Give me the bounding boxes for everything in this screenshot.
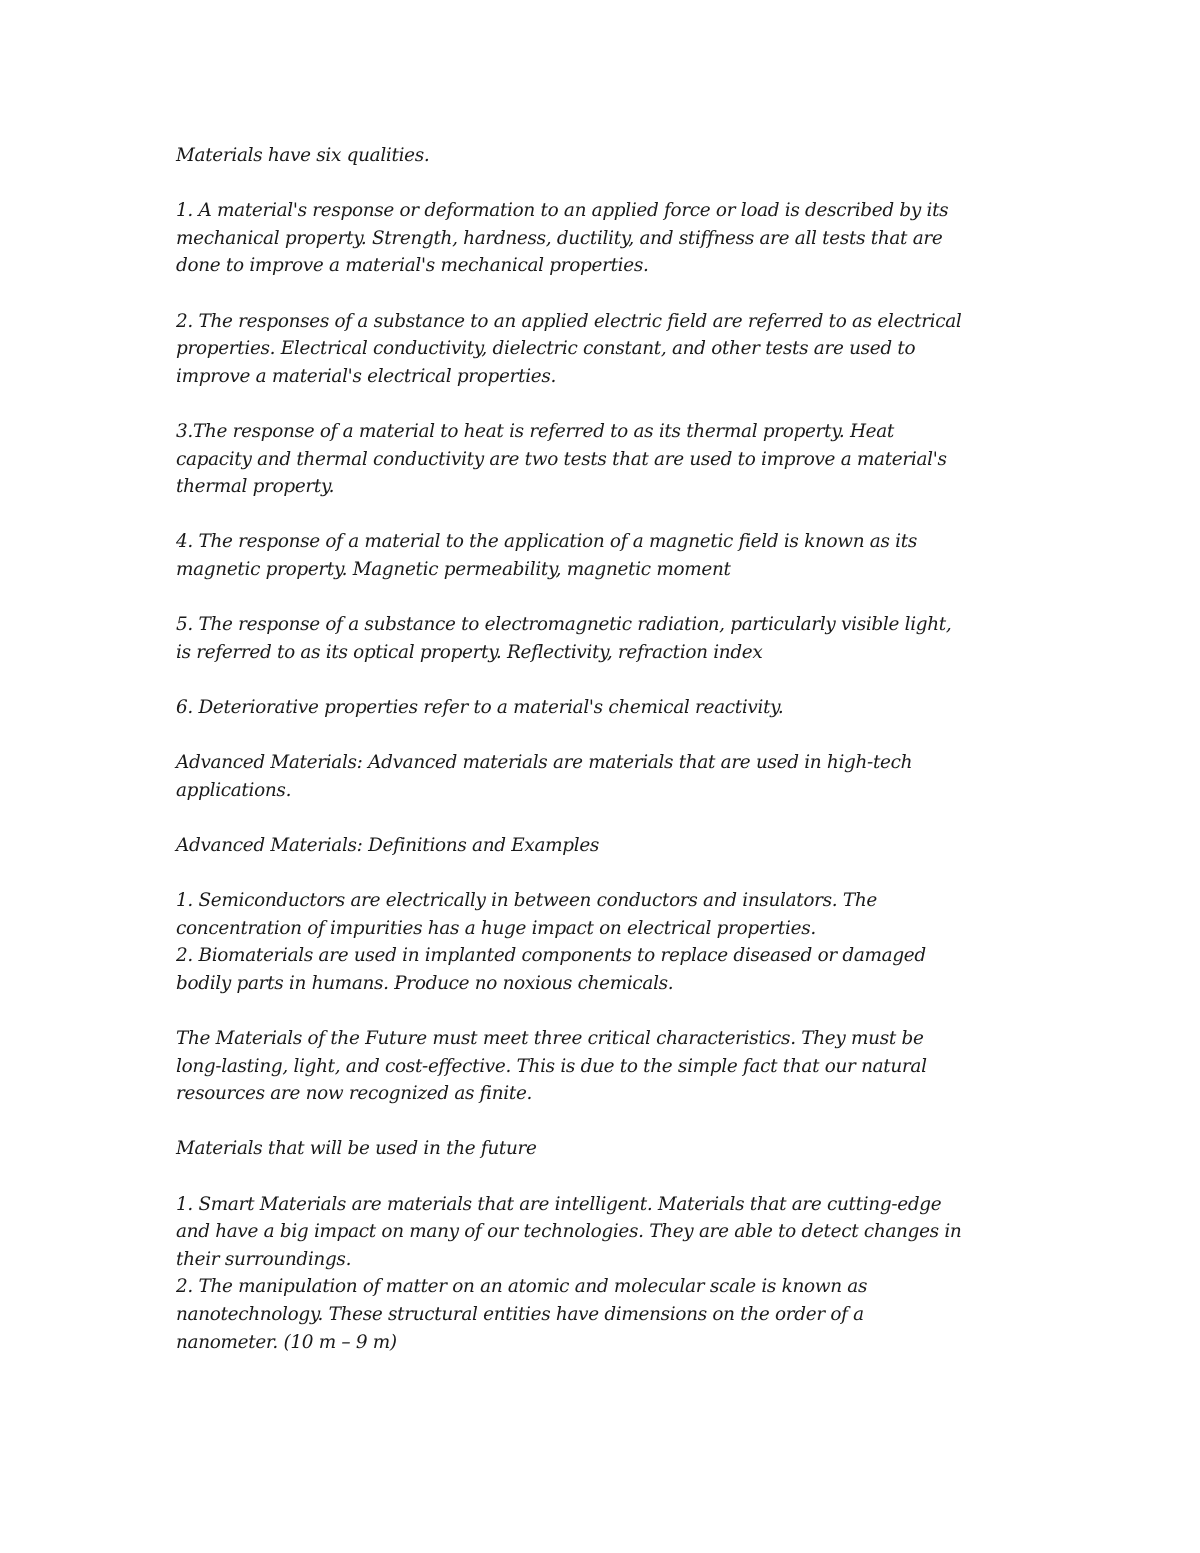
future-materials-paragraph [176, 1025, 1036, 1108]
text-line: resources are now recognized as finite. [176, 1083, 533, 1105]
text-line: long-lasting, light, and cost-effective. This is due to the simple fact that our natural [176, 1055, 927, 1077]
text-line: concentration of impurities has a huge impact on electrical properties. [176, 917, 816, 939]
future-examples-paragraph [176, 1191, 1036, 1357]
text-line: Materials have six qualities. [176, 145, 430, 166]
text-line: and have a big impact on many of our technologies. They are able to detect changes in [176, 1221, 962, 1243]
text-line: 1. Semiconductors are electrically in between conductors and insulators. The [176, 890, 877, 912]
electrical-property-paragraph [176, 308, 1036, 391]
text-line: bodily parts in humans. Produce no noxious chemicals. [176, 972, 674, 994]
document-page [176, 142, 1036, 1356]
text-line: 5. The response of a substance to electromagnetic radiation, particularly visible light, [176, 614, 952, 636]
magnetic-property-paragraph [176, 528, 1036, 583]
mechanical-property-paragraph [176, 197, 1036, 280]
text-line: 1. Smart Materials are materials that are intelligent. Materials that are cutting-edge [176, 1193, 942, 1215]
text-line: done to improve a material's mechanical properties. [176, 255, 649, 277]
future-materials-heading [176, 1135, 1036, 1163]
text-line: thermal property. [176, 476, 335, 498]
examples-paragraph [176, 887, 1036, 997]
text-line: 2. The manipulation of matter on an atomic and molecular scale is known as [176, 1276, 868, 1298]
text-line: nanotechnology. These structural entities have dimensions on the order of a [176, 1303, 864, 1325]
intro-paragraph [176, 142, 1036, 170]
text-line: properties. Electrical conductivity, dielectric constant, and other tests are used to [176, 338, 916, 360]
definitions-heading [176, 832, 1036, 860]
text-line: 3.The response of a material to heat is referred to as its thermal property. Heat [176, 420, 895, 442]
text-line: their surroundings. [176, 1248, 352, 1270]
text-line: 2. Biomaterials are used in implanted components to replace diseased or damaged [176, 945, 926, 967]
text-line: 4. The response of a material to the application of a magnetic field is known as its [176, 531, 917, 553]
text-line: capacity and thermal conductivity are two tests that are used to improve a material's [176, 448, 947, 470]
text-line: The Materials of the Future must meet three critical characteristics. They must be [176, 1028, 924, 1049]
text-line: Materials that will be used in the future [176, 1138, 537, 1160]
thermal-property-paragraph [176, 418, 1036, 501]
text-line: 2. The responses of a substance to an applied electric field are referred to as electrical [176, 310, 962, 332]
optical-property-paragraph [176, 611, 1036, 666]
text-line: applications. [176, 779, 292, 801]
advanced-materials-paragraph [176, 749, 1036, 804]
text-line: mechanical property. Strength, hardness, ductility, and stiffness are all tests that are [176, 227, 943, 249]
text-line: magnetic property. Magnetic permeability, magnetic moment [176, 558, 731, 580]
text-line: 1. A material's response or deformation to an applied force or load is described by its [176, 200, 949, 222]
text-line: 6. Deteriorative properties refer to a material's chemical reactivity. [176, 696, 784, 718]
text-line: is referred to as its optical property. Reflectivity, refraction index [176, 641, 763, 663]
text-line: Advanced Materials: Definitions and Examples [176, 834, 600, 856]
text-line: Advanced Materials: Advanced materials are materials that are used in high-tech [176, 752, 913, 774]
text-line: improve a material's electrical properties. [176, 365, 557, 387]
text-line: nanometer. (10 m – 9 m) [176, 1331, 397, 1353]
deteriorative-property-paragraph [176, 694, 1036, 722]
